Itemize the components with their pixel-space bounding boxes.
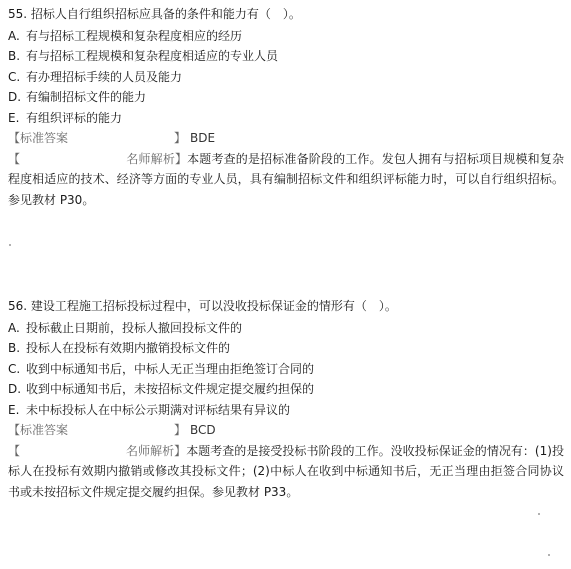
question-stem: 55. 招标人自行组织招标应具备的条件和能力有（ ）。	[8, 7, 301, 21]
option-c	[8, 67, 564, 88]
option-text: 有编制招标文件的能力	[26, 90, 147, 104]
option-text: 收到中标通知书后，未按招标文件规定提交履约担保的	[26, 382, 315, 396]
option-text: 有与招标工程规模和复杂程度相应的经历	[26, 28, 243, 43]
question-stem: 56. 建设工程施工招标投标过程中，可以没收投标保证金的情形有（ ）。	[8, 299, 397, 313]
option-b	[8, 338, 564, 359]
option-text: 收到中标通知书后，中标人无正当理由拒绝签订合同的	[26, 361, 315, 376]
option-letter: D.	[8, 382, 22, 396]
option-letter: B.	[8, 341, 21, 355]
analysis-text: 本题考查的是招标准备阶段的工作。发包人拥有与招标项目规模和复杂程度相适应的技术、经济等方面的专业人员，具有编制招标文件和组织评标能力时，可以自行组织招标。参见教材 P30。	[8, 151, 564, 207]
option-text: 投标人在投标有效期内撤销投标文件的	[26, 341, 231, 355]
option-text: 有组织评标的能力	[26, 110, 123, 125]
option-d	[8, 87, 564, 108]
option-d	[8, 379, 564, 400]
answer-value: BDE	[190, 131, 216, 145]
option-letter: E.	[8, 402, 20, 417]
option-text: 未中标投标人在中标公示期满对评标结果有异议的	[26, 402, 291, 417]
standard-answer	[8, 128, 564, 149]
option-a	[8, 26, 564, 47]
scan-speck	[538, 513, 540, 515]
standard-answer	[8, 420, 564, 441]
option-text: 有与招标工程规模和复杂程度相适应的专业人员	[26, 49, 279, 63]
scan-speck	[9, 244, 11, 246]
question-55	[8, 4, 564, 210]
redacted-area	[68, 130, 174, 144]
redacted-area	[20, 151, 126, 165]
option-letter: B.	[8, 49, 21, 63]
option-e	[8, 108, 564, 129]
redacted-area	[20, 443, 126, 457]
option-letter: C.	[8, 69, 21, 84]
analysis-label: 名师解析】	[126, 151, 188, 166]
answer-bracket: 】	[174, 131, 187, 145]
option-letter: A.	[8, 320, 20, 335]
answer-bracket: 】	[174, 423, 187, 437]
option-letter: A.	[8, 28, 20, 43]
option-letter: E.	[8, 110, 20, 125]
analysis-label: 名师解析】	[126, 443, 187, 458]
analysis	[8, 441, 564, 503]
option-a	[8, 318, 564, 339]
analysis-open-bracket: 【	[8, 443, 21, 458]
answer-value: BCD	[190, 423, 216, 437]
option-e	[8, 400, 564, 421]
option-letter: D.	[8, 90, 22, 104]
redacted-area	[68, 422, 174, 436]
option-text: 投标截止日期前，投标人撤回投标文件的	[26, 320, 243, 335]
answer-label: 【标准答案	[8, 131, 69, 145]
analysis-open-bracket: 【	[8, 151, 21, 166]
scan-speck	[548, 554, 550, 556]
option-letter: C.	[8, 361, 21, 376]
option-c	[8, 359, 564, 380]
question-56	[8, 296, 564, 502]
answer-label: 【标准答案	[8, 423, 69, 437]
analysis	[8, 149, 564, 211]
option-b	[8, 46, 564, 67]
analysis-text: 本题考查的是接受投标书阶段的工作。没收投标保证金的情况有：(1)投标人在投标有效期内撤销或修改其投标文件；(2)中标人在收到中标通知书后，无正当理由拒签合同协议书或未按招标文件规定提交履约担保。参见教材 P33。	[8, 443, 564, 499]
option-text: 有办理招标手续的人员及能力	[26, 69, 183, 84]
